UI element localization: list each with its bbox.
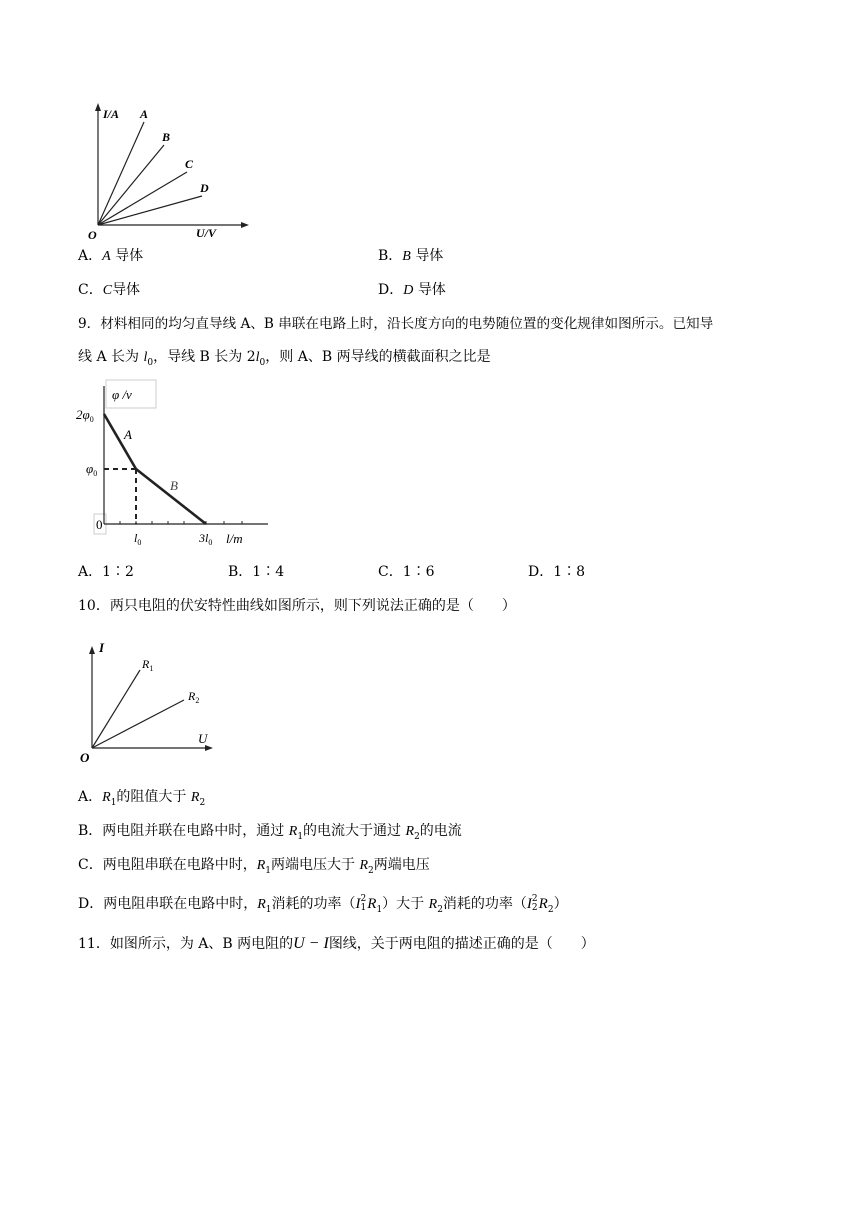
q8-option-c-text: 导体	[112, 282, 141, 298]
q9-option-c[interactable]: C．1∶6	[378, 564, 435, 580]
q10-option-b[interactable]: B．两电阻并联在电路中时，通过 $R_1$的电流大于通过 $R_2$的电流	[78, 823, 462, 842]
fig1-label-c: C	[185, 157, 194, 171]
fig2-y-top-label: $2\varphi_0$	[76, 407, 94, 424]
q9-option-b[interactable]: B．1∶4	[228, 564, 285, 580]
q8-option-c-var: C	[102, 283, 113, 298]
fig1-line-d	[98, 196, 202, 225]
q8-option-b-letter: B．	[378, 248, 403, 264]
q10-formula-power-2: I 2 2 $R_2$	[526, 894, 554, 915]
figure-potential-position	[74, 378, 274, 548]
q9-option-d[interactable]: D．1∶8	[528, 564, 586, 580]
fig1-origin: O	[88, 228, 97, 240]
q8-option-b-text: 导体	[415, 248, 444, 264]
q9-option-a[interactable]: A．1∶2	[78, 564, 134, 580]
fig3-x-label: U	[198, 731, 208, 746]
q10-stem: 10．两只电阻的伏安特性曲线如图所示，则下列说法正确的是（ ）	[78, 598, 516, 614]
fig1-line-a	[98, 122, 144, 225]
q8-option-c-letter: C．	[78, 282, 103, 298]
fig1-x-label: U/V	[196, 226, 217, 240]
q9-stem-line-2: 线 A 长为 $l_0$，导线 B 长为 $2l_0$，则 A、B 两导线的横截面积之比是	[78, 349, 491, 368]
q8-option-d-text: 导体	[417, 282, 446, 298]
q10-option-c[interactable]: C．两电阻串联在电路中时，$R_1$两端电压大于 $R_2$两端电压	[78, 857, 430, 876]
fig1-line-b	[98, 145, 164, 225]
q11-stem: 11．如图所示，为 A、B 两电阻的U − I图线，关于两电阻的描述正确的是（ ）	[78, 935, 595, 952]
fig1-y-label: I/A	[103, 107, 120, 121]
fig3-label-r2: $R_2$	[188, 689, 200, 705]
fig3-origin: O	[80, 750, 90, 765]
q8-option-a[interactable]	[78, 246, 143, 267]
q11-formula: U − I	[293, 935, 329, 952]
fig2-x-label: l/m	[226, 531, 243, 546]
fig2-y-mid-label: $\varphi_0$	[86, 461, 98, 478]
fig2-y-label: φ /v	[112, 387, 132, 402]
figure-two-resistors	[76, 638, 226, 770]
q8-option-d-var: D	[403, 283, 414, 298]
fig2-seg-a-label: A	[124, 427, 132, 442]
q9-stem-line-1: 9．材料相同的均匀直导线 A、B 串联在电路上时，沿长度方向的电势随位置的变化规律如图所示。已知导	[78, 316, 714, 332]
fig3-y-label: I	[99, 640, 105, 655]
q10-option-d[interactable]: D．两电阻串联在电路中时，$R_1$消耗的功率（I 2 1 $R_1$）大于 $R_2$消耗的功率（I 2 2 $R_2$）	[78, 894, 568, 915]
q8-option-d[interactable]	[378, 280, 446, 301]
fig2-zero: 0	[96, 517, 103, 532]
fig1-label-a: A	[140, 107, 149, 121]
fig1-label-d: D	[200, 181, 209, 195]
q8-option-b[interactable]	[378, 246, 443, 267]
q8-option-a-letter: A．	[78, 248, 103, 264]
q8-option-a-var: A	[102, 249, 111, 264]
fig3-label-r1: $R_1$	[142, 657, 154, 673]
fig2-x-3l0: $3l_0$	[199, 531, 213, 547]
fig2-seg-b-label: B	[170, 478, 178, 493]
fig3-line-r1	[92, 670, 140, 748]
q10-option-a[interactable]: A．$R_1$的阻值大于 $R_2$	[78, 789, 206, 808]
q8-option-d-letter: D．	[378, 282, 404, 298]
fig2-x-l0: $l_0$	[134, 531, 142, 547]
q10-formula-power-1: I 2 1 $R_1$	[355, 894, 383, 915]
fig3-line-r2	[92, 700, 184, 748]
q8-option-c[interactable]	[78, 280, 140, 301]
figure-iu-lines	[84, 100, 254, 240]
q8-option-b-var: B	[402, 249, 411, 264]
q8-option-a-text: 导体	[115, 248, 144, 264]
fig1-label-b: B	[162, 130, 171, 144]
fig1-line-c	[98, 172, 187, 225]
